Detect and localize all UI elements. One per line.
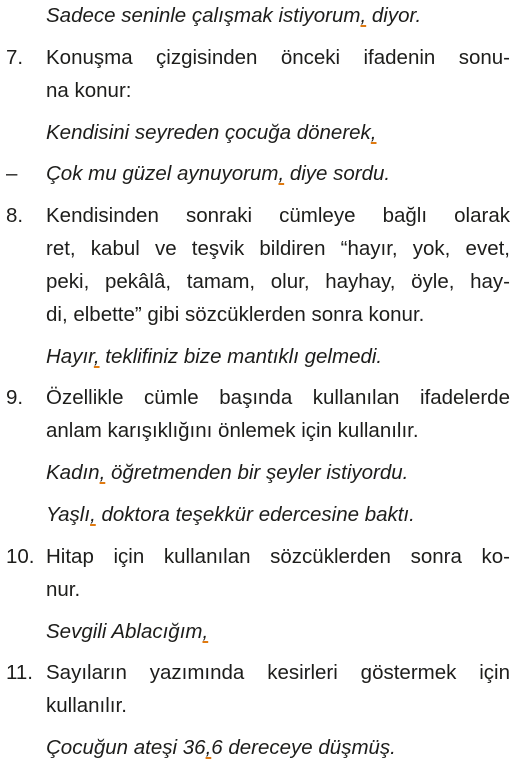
item-number: 8. [6,204,24,227]
item-number: 7. [6,46,24,69]
item-number: 9. [6,386,24,409]
item-number: 10. [6,545,35,568]
item-number: 11. [6,661,33,684]
dialogue-dash: – [6,162,18,185]
